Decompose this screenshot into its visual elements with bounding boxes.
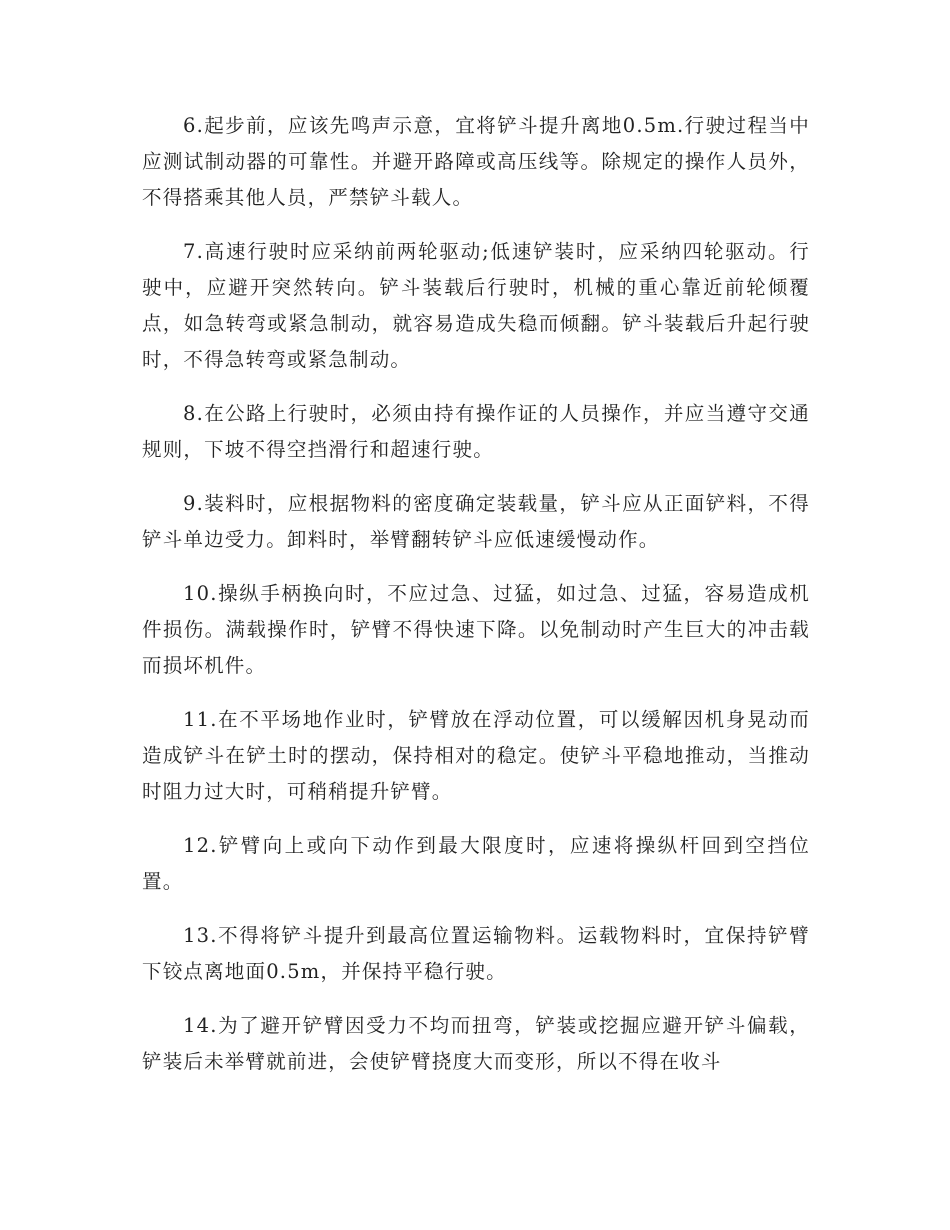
paragraph-11: 11.在不平场地作业时，铲臂放在浮动位置，可以缓解因机身晃动而造成铲斗在铲土时的摆动，保持相对的稳定。使铲斗平稳地推动，当推动时阻力过大时，可稍稍提升铲臂。: [142, 708, 810, 803]
paragraph-8: 8.在公路上行驶时，必须由持有操作证的人员操作，并应当遵守交通规则，下坡不得空挡滑行和超速行驶。: [142, 402, 810, 461]
paragraph-13: 13.不得将铲斗提升到最高位置运输物料。运载物料时，宜保持铲臂下铰点离地面0.5m，并保持平稳行驶。: [142, 924, 810, 983]
paragraph-6: 6.起步前，应该先鸣声示意，宜将铲斗提升离地0.5m.行驶过程当中应测试制动器的可靠性。并避开路障或高压线等。除规定的操作人员外，不得搭乘其他人员，严禁铲斗载人。: [142, 114, 810, 209]
paragraph-10: 10.操纵手柄换向时，不应过急、过猛，如过急、过猛，容易造成机件损伤。满载操作时，铲臂不得快速下降。以免制动时产生巨大的冲击载而损坏机件。: [142, 582, 810, 677]
paragraph-14: 14.为了避开铲臂因受力不均而扭弯，铲装或挖掘应避开铲斗偏载，铲装后未举臂就前进，会使铲臂挠度大而变形，所以不得在收斗: [142, 1014, 810, 1073]
document-body: [142, 108, 810, 1098]
paragraph-7: 7.高速行驶时应采纳前两轮驱动;低速铲装时，应采纳四轮驱动。行驶中，应避开突然转向。铲斗装载后行驶时，机械的重心靠近前轮倾覆点，如急转弯或紧急制动，就容易造成失稳而倾翻。铲斗装载后升起行驶时，不得急转弯或紧急制动。: [142, 240, 810, 371]
paragraph-9: 9.装料时，应根据物料的密度确定装载量，铲斗应从正面铲料，不得铲斗单边受力。卸料时，举臂翻转铲斗应低速缓慢动作。: [142, 492, 810, 551]
paragraph-12: 12.铲臂向上或向下动作到最大限度时，应速将操纵杆回到空挡位置。: [142, 834, 810, 893]
